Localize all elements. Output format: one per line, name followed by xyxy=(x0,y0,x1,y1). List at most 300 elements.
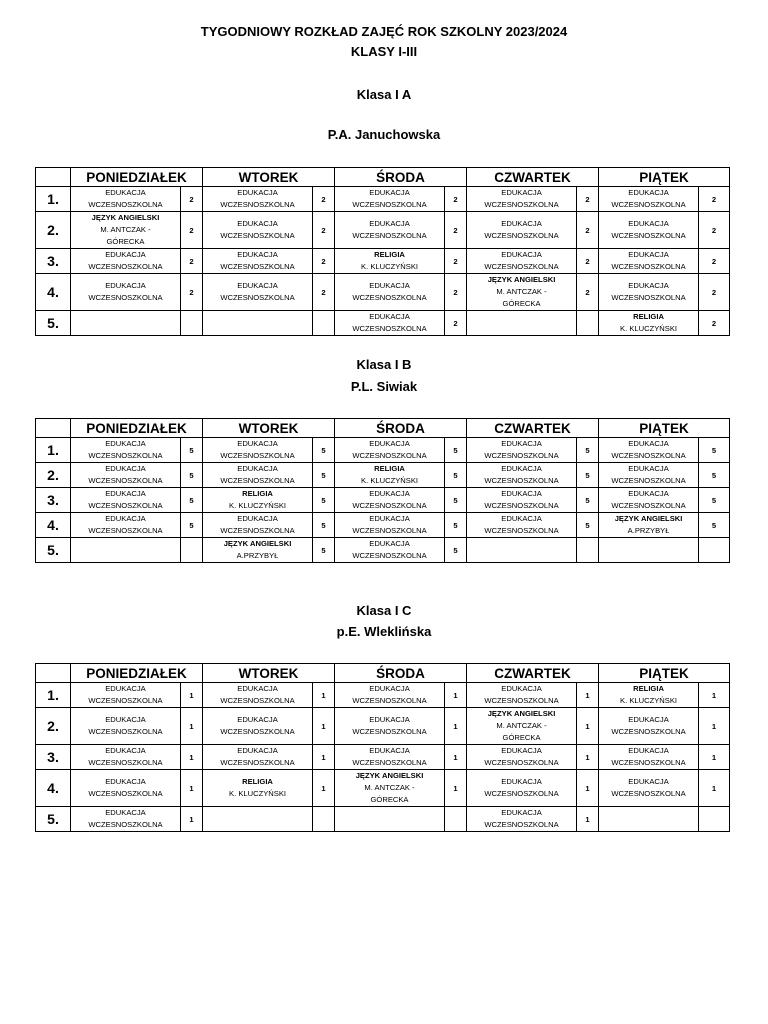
room-number: 2 xyxy=(313,274,335,311)
subject-line: WCZESNOSZKOLNA xyxy=(88,262,163,271)
subject-cell xyxy=(335,488,445,513)
subject-line: WCZESNOSZKOLNA xyxy=(220,727,295,736)
subject-cell xyxy=(71,438,181,463)
subject-cell xyxy=(203,212,313,249)
lesson-number: 2. xyxy=(36,212,71,249)
subject-line: EDUKACJA xyxy=(501,219,542,228)
subject-line: EDUKACJA xyxy=(237,746,278,755)
subject-line: EDUKACJA xyxy=(105,489,146,498)
subject-cell xyxy=(203,438,313,463)
subject-line: EDUKACJA xyxy=(501,514,542,523)
room-number: 2 xyxy=(577,212,599,249)
room-number: 1 xyxy=(181,683,203,708)
subject-line: WCZESNOSZKOLNA xyxy=(611,451,686,460)
subject-cell xyxy=(467,513,577,538)
subject-line: WCZESNOSZKOLNA xyxy=(352,526,427,535)
subject-cell xyxy=(599,770,699,807)
subject-line: WCZESNOSZKOLNA xyxy=(611,262,686,271)
subject-line: EDUKACJA xyxy=(628,219,669,228)
day-header: PONIEDZIAŁEK xyxy=(71,168,203,187)
room-number xyxy=(313,807,335,832)
lesson-row xyxy=(36,538,730,563)
day-header: CZWARTEK xyxy=(467,419,599,438)
teacher-line: M. ANTCZAK - xyxy=(100,225,151,234)
subject-line: EDUKACJA xyxy=(105,684,146,693)
subject-line: EDUKACJA xyxy=(628,250,669,259)
subject-line: EDUKACJA xyxy=(501,464,542,473)
room-number: 2 xyxy=(445,274,467,311)
room-number: 5 xyxy=(577,513,599,538)
lesson-row xyxy=(36,187,730,212)
day-header: ŚRODA xyxy=(335,419,467,438)
subject-cell xyxy=(203,745,313,770)
subject-cell xyxy=(203,708,313,745)
subject-cell xyxy=(71,745,181,770)
subject-line: WCZESNOSZKOLNA xyxy=(88,501,163,510)
room-number: 2 xyxy=(445,249,467,274)
subject-name: JĘZYK ANGIELSKI xyxy=(614,514,683,523)
lesson-row xyxy=(36,438,730,463)
subject-line: WCZESNOSZKOLNA xyxy=(88,476,163,485)
subject-line: EDUKACJA xyxy=(369,312,410,321)
lesson-row xyxy=(36,311,730,336)
subject-cell xyxy=(599,212,699,249)
room-number: 5 xyxy=(181,438,203,463)
subject-line: EDUKACJA xyxy=(369,439,410,448)
lesson-row xyxy=(36,463,730,488)
subject-cell xyxy=(599,463,699,488)
room-number: 1 xyxy=(181,770,203,807)
room-number: 2 xyxy=(313,212,335,249)
room-number: 1 xyxy=(699,683,730,708)
subject-line: WCZESNOSZKOLNA xyxy=(611,758,686,767)
lesson-number: 4. xyxy=(36,274,71,311)
subject-line: EDUKACJA xyxy=(501,684,542,693)
room-number xyxy=(577,538,599,563)
subject-line: WCZESNOSZKOLNA xyxy=(352,231,427,240)
subject-cell xyxy=(203,770,313,807)
subject-line: WCZESNOSZKOLNA xyxy=(484,789,559,798)
room-number: 5 xyxy=(313,488,335,513)
room-number: 5 xyxy=(181,488,203,513)
subject-line: WCZESNOSZKOLNA xyxy=(484,451,559,460)
class-name-1a: Klasa I A xyxy=(356,87,412,102)
lesson-number: 1. xyxy=(36,187,71,212)
room-number: 1 xyxy=(445,708,467,745)
day-header: ŚRODA xyxy=(335,664,467,683)
subject-cell xyxy=(71,708,181,745)
subject-cell xyxy=(71,683,181,708)
subject-line: EDUKACJA xyxy=(369,489,410,498)
subject-name: JĘZYK ANGIELSKI xyxy=(487,275,556,284)
subject-cell xyxy=(71,187,181,212)
room-number: 2 xyxy=(181,249,203,274)
subject-line: EDUKACJA xyxy=(628,489,669,498)
day-header: WTOREK xyxy=(203,168,335,187)
room-number: 2 xyxy=(445,212,467,249)
subject-cell xyxy=(71,311,181,336)
lesson-row xyxy=(36,513,730,538)
subject-line: EDUKACJA xyxy=(628,281,669,290)
day-header: PIĄTEK xyxy=(599,664,730,683)
subject-line: EDUKACJA xyxy=(105,281,146,290)
subject-line: WCZESNOSZKOLNA xyxy=(611,231,686,240)
subject-line: WCZESNOSZKOLNA xyxy=(88,727,163,736)
subject-cell xyxy=(467,770,577,807)
room-number: 1 xyxy=(445,745,467,770)
subject-line: EDUKACJA xyxy=(628,746,669,755)
subject-cell xyxy=(335,274,445,311)
class-name-1b: Klasa I B xyxy=(356,357,412,372)
subject-line: WCZESNOSZKOLNA xyxy=(220,200,295,209)
teacher-line: GÓRECKA xyxy=(106,237,145,246)
subject-cell xyxy=(467,538,577,563)
lesson-row xyxy=(36,708,730,745)
subject-line: WCZESNOSZKOLNA xyxy=(484,758,559,767)
teacher-line: M. ANTCZAK - xyxy=(496,287,547,296)
room-number: 5 xyxy=(313,513,335,538)
subject-line: EDUKACJA xyxy=(237,250,278,259)
subject-line: WCZESNOSZKOLNA xyxy=(352,551,427,560)
room-number: 1 xyxy=(181,745,203,770)
room-number: 1 xyxy=(577,770,599,807)
teacher-name-1a: P.A. Januchowska xyxy=(327,127,441,142)
subject-line: EDUKACJA xyxy=(628,777,669,786)
subject-cell xyxy=(71,212,181,249)
room-number: 5 xyxy=(699,463,730,488)
room-number: 2 xyxy=(313,187,335,212)
subject-line: WCZESNOSZKOLNA xyxy=(484,262,559,271)
subject-line: EDUKACJA xyxy=(501,808,542,817)
subject-line: EDUKACJA xyxy=(237,439,278,448)
subject-cell xyxy=(71,249,181,274)
subject-cell xyxy=(203,311,313,336)
subject-line: EDUKACJA xyxy=(105,464,146,473)
room-number: 5 xyxy=(313,538,335,563)
lesson-row xyxy=(36,770,730,807)
class-name-1c: Klasa I C xyxy=(356,603,412,618)
subject-cell xyxy=(335,438,445,463)
day-header: PONIEDZIAŁEK xyxy=(71,664,203,683)
subject-cell xyxy=(599,708,699,745)
teacher-name-1b: P.L. Siwiak xyxy=(350,379,418,394)
subject-line: WCZESNOSZKOLNA xyxy=(484,501,559,510)
teacher-line: K. KLUCZYŃSKI xyxy=(620,696,678,705)
room-number: 5 xyxy=(699,438,730,463)
room-number: 5 xyxy=(313,438,335,463)
subject-cell xyxy=(599,249,699,274)
subject-cell xyxy=(599,807,699,832)
subject-cell xyxy=(335,311,445,336)
subject-cell xyxy=(335,187,445,212)
subject-line: EDUKACJA xyxy=(105,746,146,755)
subject-line: WCZESNOSZKOLNA xyxy=(484,526,559,535)
room-number xyxy=(445,807,467,832)
subject-name: RELIGIA xyxy=(633,684,664,693)
lesson-row xyxy=(36,807,730,832)
subject-line: EDUKACJA xyxy=(369,715,410,724)
lesson-row xyxy=(36,745,730,770)
subject-line: EDUKACJA xyxy=(369,684,410,693)
lesson-number: 4. xyxy=(36,513,71,538)
room-number: 2 xyxy=(313,249,335,274)
subject-cell xyxy=(203,187,313,212)
day-header: PIĄTEK xyxy=(599,168,730,187)
subject-line: WCZESNOSZKOLNA xyxy=(484,696,559,705)
teacher-line: GÓRECKA xyxy=(502,299,541,308)
subject-cell xyxy=(467,212,577,249)
teacher-line: K. KLUCZYŃSKI xyxy=(229,501,286,510)
subject-line: WCZESNOSZKOLNA xyxy=(220,262,295,271)
subject-line: WCZESNOSZKOLNA xyxy=(220,758,295,767)
subject-cell xyxy=(335,212,445,249)
room-number: 2 xyxy=(181,187,203,212)
room-number: 1 xyxy=(577,807,599,832)
subject-line: EDUKACJA xyxy=(369,219,410,228)
subject-cell xyxy=(71,274,181,311)
room-number: 2 xyxy=(181,274,203,311)
subject-cell xyxy=(599,488,699,513)
lesson-number: 2. xyxy=(36,463,71,488)
day-header: CZWARTEK xyxy=(467,664,599,683)
subject-cell xyxy=(467,708,577,745)
room-number xyxy=(181,538,203,563)
lesson-number: 3. xyxy=(36,745,71,770)
day-header: ŚRODA xyxy=(335,168,467,187)
subject-line: EDUKACJA xyxy=(369,281,410,290)
subject-line: EDUKACJA xyxy=(105,777,146,786)
subject-cell xyxy=(203,274,313,311)
subject-cell xyxy=(335,807,445,832)
room-number: 5 xyxy=(445,463,467,488)
subject-name: RELIGIA xyxy=(633,312,664,321)
subject-line: EDUKACJA xyxy=(105,808,146,817)
room-number: 2 xyxy=(699,311,730,336)
lesson-row xyxy=(36,274,730,311)
room-number: 2 xyxy=(577,187,599,212)
room-number: 1 xyxy=(699,745,730,770)
subject-line: WCZESNOSZKOLNA xyxy=(484,820,559,829)
subject-line: EDUKACJA xyxy=(105,715,146,724)
subject-line: EDUKACJA xyxy=(237,219,278,228)
room-number: 1 xyxy=(313,683,335,708)
room-number: 2 xyxy=(577,274,599,311)
room-number: 1 xyxy=(181,807,203,832)
subject-name: JĘZYK ANGIELSKI xyxy=(223,539,292,548)
subject-line: EDUKACJA xyxy=(105,514,146,523)
subject-line: EDUKACJA xyxy=(237,715,278,724)
subject-cell xyxy=(71,807,181,832)
lesson-number: 1. xyxy=(36,438,71,463)
subject-line: WCZESNOSZKOLNA xyxy=(352,727,427,736)
subject-cell xyxy=(599,745,699,770)
teacher-line: M. ANTCZAK - xyxy=(496,721,547,730)
subject-cell xyxy=(467,463,577,488)
subject-cell xyxy=(203,538,313,563)
subject-cell xyxy=(599,274,699,311)
room-number xyxy=(313,311,335,336)
subject-line: EDUKACJA xyxy=(369,746,410,755)
subject-line: EDUKACJA xyxy=(501,188,542,197)
subject-line: WCZESNOSZKOLNA xyxy=(88,696,163,705)
subject-name: RELIGIA xyxy=(242,777,273,786)
lesson-number: 3. xyxy=(36,249,71,274)
room-number: 2 xyxy=(181,212,203,249)
subject-cell xyxy=(467,274,577,311)
room-number: 5 xyxy=(699,513,730,538)
subject-line: WCZESNOSZKOLNA xyxy=(611,476,686,485)
subject-line: WCZESNOSZKOLNA xyxy=(88,200,163,209)
teacher-line: A.PRZYBYŁ xyxy=(236,551,279,560)
lesson-number: 1. xyxy=(36,683,71,708)
subject-cell xyxy=(599,187,699,212)
subject-cell xyxy=(71,538,181,563)
room-number: 5 xyxy=(181,513,203,538)
timetable-1a xyxy=(35,167,730,336)
room-number: 5 xyxy=(445,513,467,538)
subject-cell xyxy=(203,249,313,274)
subject-cell xyxy=(599,513,699,538)
subject-line: EDUKACJA xyxy=(501,777,542,786)
subject-cell xyxy=(467,187,577,212)
subject-cell xyxy=(71,513,181,538)
room-number: 5 xyxy=(699,488,730,513)
room-number: 2 xyxy=(577,249,599,274)
room-number: 2 xyxy=(445,311,467,336)
subject-line: WCZESNOSZKOLNA xyxy=(88,293,163,302)
subject-name: RELIGIA xyxy=(242,489,273,498)
subject-line: EDUKACJA xyxy=(501,489,542,498)
room-number: 2 xyxy=(699,212,730,249)
subject-line: WCZESNOSZKOLNA xyxy=(352,758,427,767)
subject-name: JĘZYK ANGIELSKI xyxy=(487,709,556,718)
room-number: 2 xyxy=(699,249,730,274)
subject-name: JĘZYK ANGIELSKI xyxy=(355,771,424,780)
day-header: WTOREK xyxy=(203,419,335,438)
room-number: 1 xyxy=(313,708,335,745)
subject-cell xyxy=(599,438,699,463)
subject-cell xyxy=(335,463,445,488)
room-number: 1 xyxy=(577,683,599,708)
subject-cell xyxy=(467,311,577,336)
timetable-1c xyxy=(35,663,730,832)
room-number: 5 xyxy=(445,438,467,463)
lesson-number: 2. xyxy=(36,708,71,745)
room-number xyxy=(181,311,203,336)
teacher-line: K. KLUCZYŃSKI xyxy=(229,789,286,798)
subject-line: WCZESNOSZKOLNA xyxy=(220,696,295,705)
room-number: 2 xyxy=(445,187,467,212)
subject-cell xyxy=(335,745,445,770)
header-row xyxy=(36,664,730,683)
subject-line: WCZESNOSZKOLNA xyxy=(484,200,559,209)
day-header: WTOREK xyxy=(203,664,335,683)
subject-line: EDUKACJA xyxy=(628,464,669,473)
subject-line: WCZESNOSZKOLNA xyxy=(611,501,686,510)
teacher-line: M. ANTCZAK - xyxy=(364,783,415,792)
subject-cell xyxy=(467,438,577,463)
lesson-row xyxy=(36,212,730,249)
room-number: 5 xyxy=(577,463,599,488)
room-number: 5 xyxy=(445,538,467,563)
subject-line: EDUKACJA xyxy=(237,281,278,290)
subject-cell xyxy=(335,770,445,807)
subject-line: WCZESNOSZKOLNA xyxy=(611,727,686,736)
document-title: TYGODNIOWY ROZKŁAD ZAJĘĆ ROK SZKOLNY 2023/2024 xyxy=(200,24,568,39)
subject-line: WCZESNOSZKOLNA xyxy=(352,696,427,705)
subject-line: WCZESNOSZKOLNA xyxy=(352,293,427,302)
subject-cell xyxy=(599,311,699,336)
subject-cell xyxy=(335,708,445,745)
subject-line: WCZESNOSZKOLNA xyxy=(611,293,686,302)
lesson-row xyxy=(36,249,730,274)
room-number: 2 xyxy=(699,274,730,311)
subject-line: WCZESNOSZKOLNA xyxy=(484,231,559,240)
teacher-line: K. KLUCZYŃSKI xyxy=(361,262,418,271)
day-header: CZWARTEK xyxy=(467,168,599,187)
subject-name: RELIGIA xyxy=(374,250,405,259)
lesson-number: 5. xyxy=(36,311,71,336)
lesson-number: 3. xyxy=(36,488,71,513)
subject-line: EDUKACJA xyxy=(628,188,669,197)
corner-cell xyxy=(36,168,71,187)
room-number xyxy=(699,538,730,563)
corner-cell xyxy=(36,664,71,683)
subject-cell xyxy=(203,513,313,538)
teacher-line: GÓRECKA xyxy=(370,795,409,804)
subject-line: EDUKACJA xyxy=(105,439,146,448)
timetable-1b xyxy=(35,418,730,563)
subject-line: EDUKACJA xyxy=(501,439,542,448)
subject-line: WCZESNOSZKOLNA xyxy=(88,789,163,798)
subject-line: WCZESNOSZKOLNA xyxy=(352,200,427,209)
room-number: 1 xyxy=(445,770,467,807)
subject-line: WCZESNOSZKOLNA xyxy=(352,324,427,333)
room-number: 1 xyxy=(699,770,730,807)
subject-name: RELIGIA xyxy=(374,464,405,473)
subject-cell xyxy=(71,463,181,488)
room-number: 1 xyxy=(445,683,467,708)
subject-line: WCZESNOSZKOLNA xyxy=(220,231,295,240)
subject-cell xyxy=(335,538,445,563)
subject-line: EDUKACJA xyxy=(105,250,146,259)
room-number: 1 xyxy=(699,708,730,745)
subject-line: WCZESNOSZKOLNA xyxy=(220,451,295,460)
room-number: 1 xyxy=(313,770,335,807)
room-number: 1 xyxy=(577,708,599,745)
room-number xyxy=(699,807,730,832)
room-number: 5 xyxy=(181,463,203,488)
subject-cell xyxy=(467,488,577,513)
room-number: 5 xyxy=(577,488,599,513)
lesson-row xyxy=(36,488,730,513)
teacher-line: K. KLUCZYŃSKI xyxy=(620,324,678,333)
document-subtitle: KLASY I-III xyxy=(350,44,418,59)
subject-line: EDUKACJA xyxy=(237,514,278,523)
subject-name: JĘZYK ANGIELSKI xyxy=(91,213,160,222)
room-number: 5 xyxy=(445,488,467,513)
subject-line: WCZESNOSZKOLNA xyxy=(611,200,686,209)
room-number: 5 xyxy=(577,438,599,463)
teacher-name-1c: p.E. Wleklińska xyxy=(336,624,432,639)
subject-line: WCZESNOSZKOLNA xyxy=(88,451,163,460)
header-row xyxy=(36,419,730,438)
corner-cell xyxy=(36,419,71,438)
subject-line: WCZESNOSZKOLNA xyxy=(88,526,163,535)
room-number: 2 xyxy=(699,187,730,212)
subject-line: WCZESNOSZKOLNA xyxy=(220,293,295,302)
teacher-line: GÓRECKA xyxy=(502,733,541,742)
